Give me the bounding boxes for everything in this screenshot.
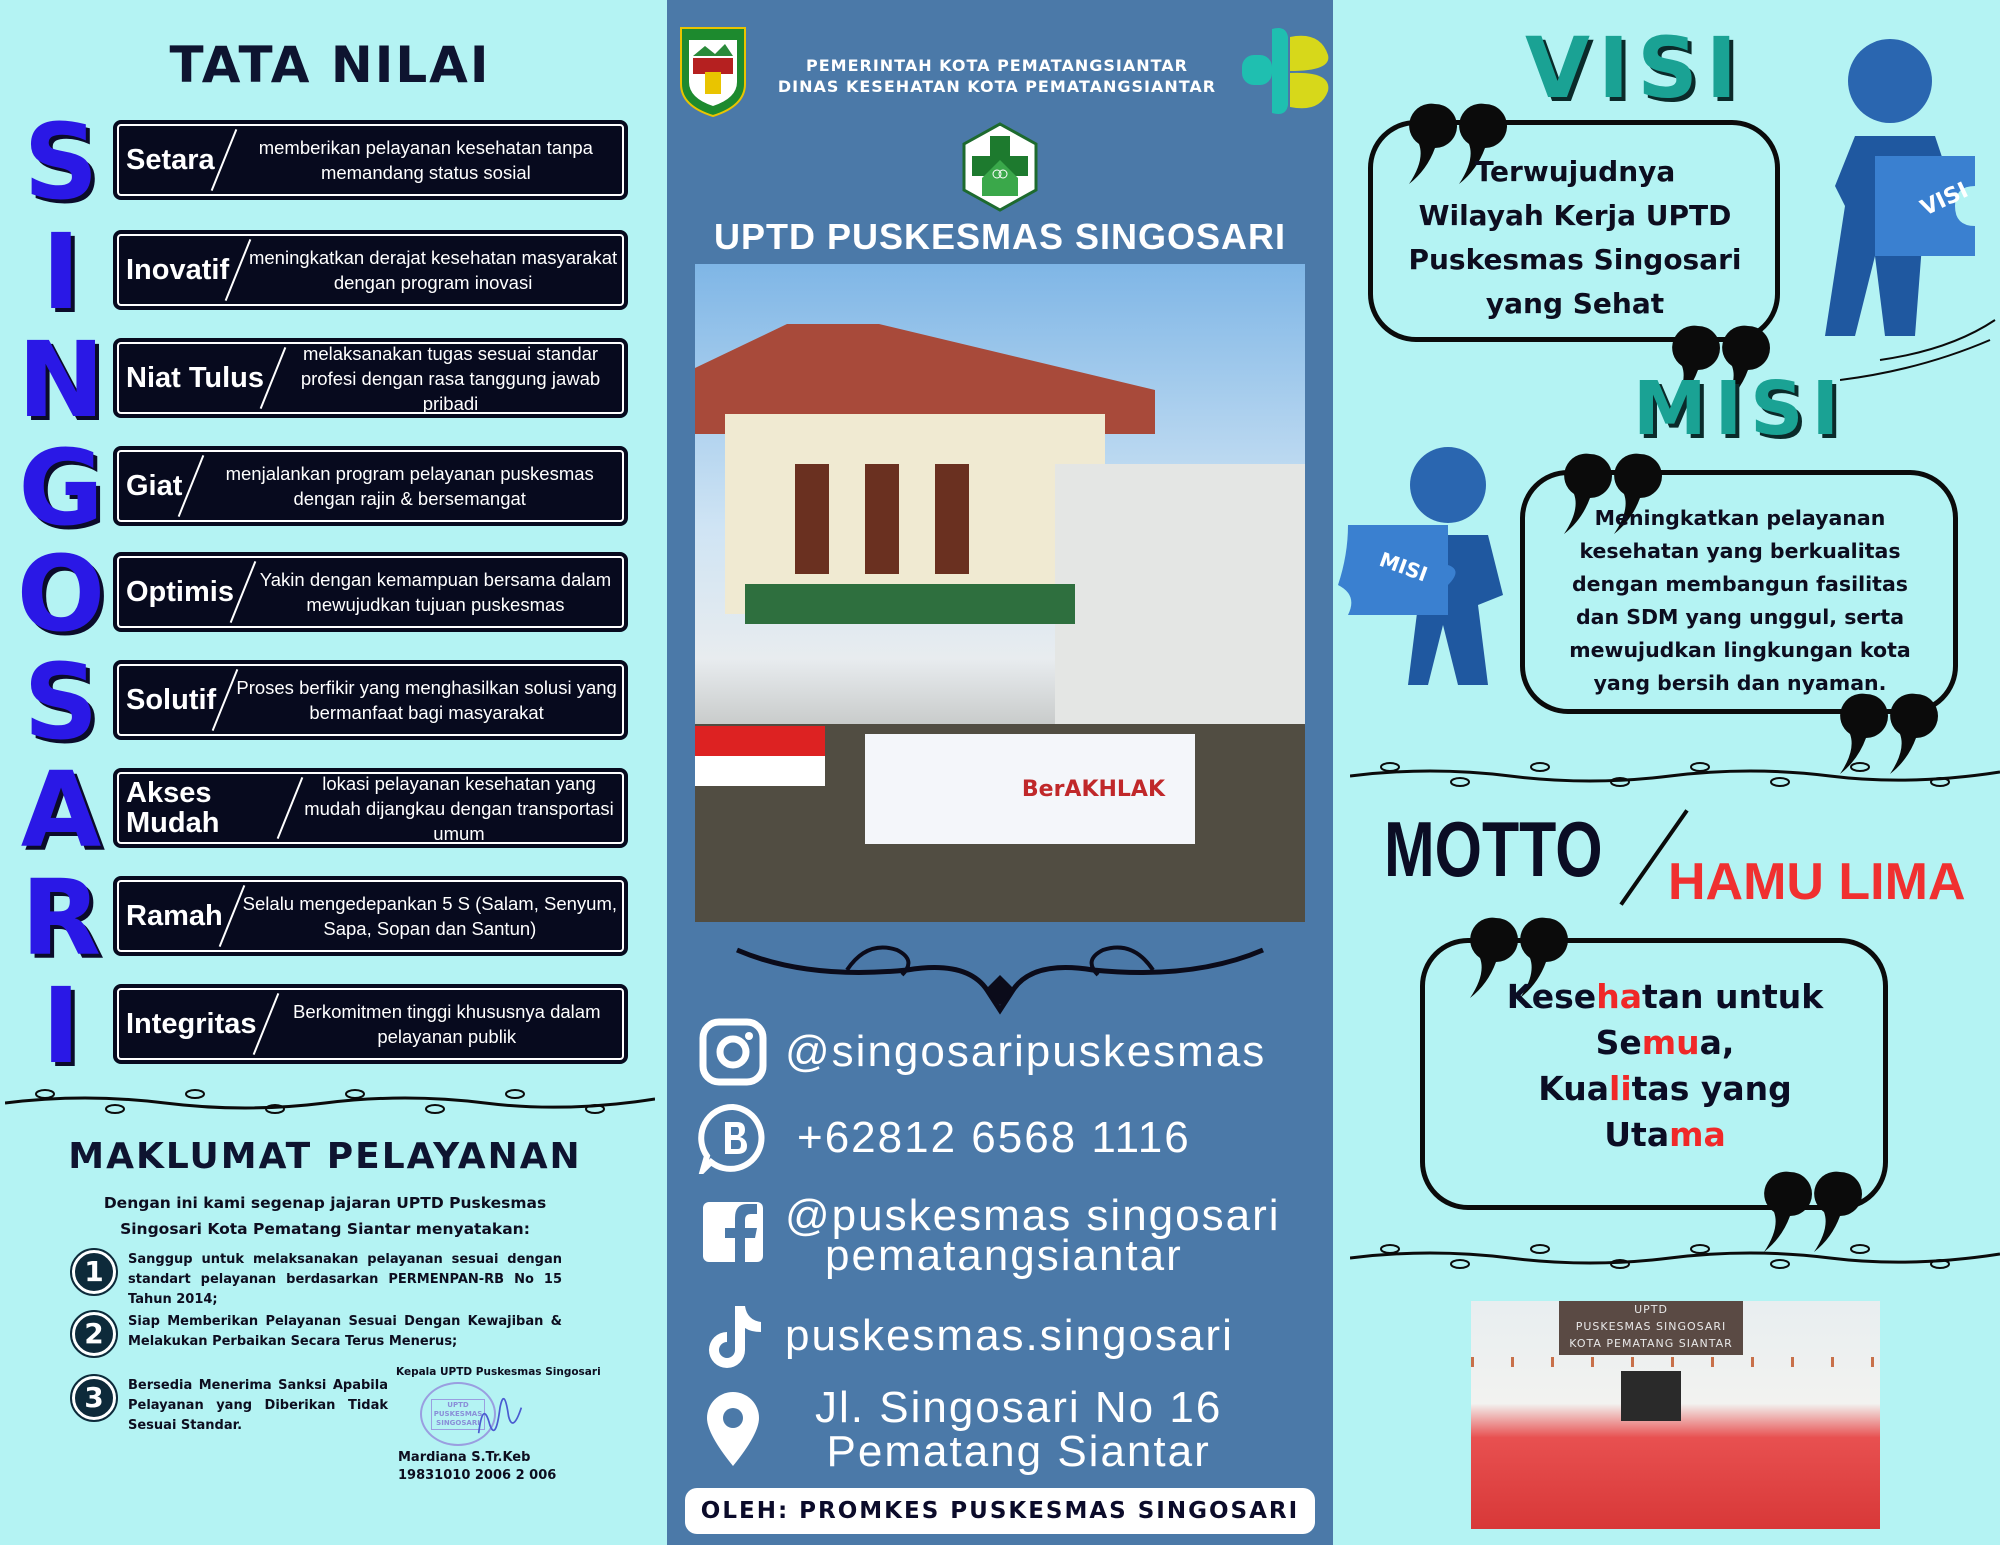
- motto-line: [1440, 1112, 1890, 1158]
- facebook-link[interactable]: [697, 1191, 1281, 1280]
- number-badge: 3: [72, 1376, 116, 1420]
- value-label: Giat: [126, 470, 183, 502]
- visi-line: Wilayah Kerja UPTD: [1418, 199, 1732, 232]
- acronym-letter: R: [20, 857, 102, 979]
- value-description: melaksanakan tugas sesuai standar profesi dengan rasa tanggung jawab pribadi: [300, 342, 601, 414]
- visi-line: Puskesmas Singosari: [1408, 243, 1742, 276]
- motto-segment: tas yang: [1631, 1069, 1792, 1108]
- address: [697, 1383, 1223, 1476]
- value-label: Ramah: [126, 900, 223, 932]
- value-label: Niat Tulus: [126, 362, 265, 394]
- berakhlak-banner: [865, 734, 1195, 844]
- visi-figure-label: VISI: [1916, 177, 1973, 222]
- tiktok-icon: [697, 1300, 769, 1372]
- misi-line: dengan membangun fasilitas: [1571, 572, 1908, 596]
- instagram-link[interactable]: [697, 1016, 1266, 1088]
- puskesmas-logo: [960, 122, 1040, 212]
- number-badge: 2: [72, 1312, 116, 1356]
- value-description: Yakin dengan kemampuan bersama dalam mewujudkan tujuan puskesmas: [259, 569, 612, 615]
- facebook-handle-line-1: @puskesmas singosari: [785, 1191, 1281, 1240]
- value-card: [113, 660, 628, 740]
- misi-text: [1540, 502, 1940, 700]
- motto-segment: Kese: [1506, 977, 1597, 1016]
- misi-puzzle-figure: [1338, 445, 1528, 695]
- acronym-letter: S: [23, 641, 99, 763]
- header-government: [757, 55, 1237, 97]
- signatory-name: Mardiana S.Tr.Keb: [398, 1450, 531, 1465]
- whatsapp-link[interactable]: [697, 1102, 1191, 1174]
- acronym-letter: I: [41, 965, 81, 1087]
- signatory-title: Kepala UPTD Puskesmas Singosari: [396, 1366, 601, 1378]
- maklumat-item: [72, 1376, 388, 1436]
- acronym-letter: G: [18, 427, 104, 549]
- vine-divider: [1350, 1240, 2000, 1270]
- acronym-letter: I: [41, 211, 81, 333]
- signature: [470, 1382, 530, 1446]
- maklumat-item: [72, 1250, 562, 1310]
- misi-line: dan SDM yang unggul, serta: [1575, 605, 1905, 629]
- misi-line: kesehatan yang berkualitas: [1579, 539, 1901, 563]
- visi-title: VISI: [1524, 19, 1745, 117]
- motto-segment: tan untuk: [1641, 977, 1824, 1016]
- acronym-letter: N: [17, 319, 105, 441]
- motto-highlight: ma: [1669, 1115, 1726, 1154]
- value-card: [113, 120, 628, 200]
- motto-line: [1440, 974, 1890, 1020]
- value-description: Berkomitmen tinggi khususnya dalam pelayanan publik: [293, 1001, 601, 1047]
- vine-divider: [1350, 758, 2000, 788]
- sign-line: KOTA PEMATANG SIANTAR: [1569, 1337, 1733, 1350]
- motto-segment: a,: [1699, 1023, 1735, 1062]
- motto-line: [1440, 1020, 1890, 1066]
- facebook-handle-line-2: pematangsiantar: [825, 1231, 1183, 1280]
- maklumat-text: Sanggup untuk melaksanakan pelayanan sesuai dengan standart pelayanan berdasarkan PERMENPAN-RB No 15 Tahun 2014;: [128, 1252, 562, 1307]
- value-description: Proses berfikir yang menghasilkan solusi yang bermanfaat bagi masyarakat: [236, 677, 617, 723]
- value-card: [113, 876, 628, 956]
- stamp-text: UPTD PUSKESMAS SINGOSARI: [431, 1399, 485, 1430]
- value-card: [113, 984, 628, 1064]
- maklumat-title: MAKLUMAT PELAYANAN: [68, 1136, 582, 1177]
- tiktok-link[interactable]: [697, 1300, 1234, 1372]
- sign-line: UPTD: [1634, 1303, 1668, 1316]
- maklumat-text: Siap Memberikan Pelayanan Sesuai Dengan Kewajiban & Melakukan Perbaikan Secara Terus Menerus;: [128, 1314, 562, 1349]
- location-pin-icon: [697, 1386, 769, 1470]
- acronym-letter: S: [23, 101, 99, 223]
- motto-segment: Uta: [1604, 1115, 1670, 1154]
- misi-title: MISI: [1632, 366, 1847, 452]
- tiktok-handle: puskesmas.singosari: [785, 1311, 1234, 1360]
- vine-divider: [5, 1085, 655, 1115]
- value-label: Integritas: [126, 1008, 257, 1040]
- banner-text: BerAKHLAK: [1021, 776, 1165, 802]
- value-description: menjalankan program pelayanan puskesmas dengan rajin & bersemangat: [225, 463, 594, 509]
- ornament-divider: [727, 930, 1273, 1030]
- value-card: [113, 338, 628, 418]
- value-description: Selalu mengedepankan 5 S (Salam, Senyum, Sapa, Sopan dan Santun): [242, 893, 618, 939]
- tata-nilai-title: TATA NILAI: [169, 36, 491, 94]
- whatsapp-business-icon: [697, 1102, 769, 1174]
- footer-credit: [685, 1488, 1315, 1534]
- ministry-of-health-logo: [1242, 25, 1332, 117]
- acronym-letter: O: [16, 533, 106, 655]
- sign-line: PUSKESMAS SINGOSARI: [1575, 1320, 1727, 1333]
- value-card: [113, 768, 628, 848]
- value-description: lokasi pelayanan kesehatan yang mudah dijangkau dengan transportasi umum: [304, 772, 614, 844]
- misi-line: mewujudkan lingkungan kota: [1569, 638, 1911, 662]
- city-coat-of-arms-logo: [675, 22, 751, 118]
- signatory-nip: 19831010 2006 2 006: [398, 1468, 557, 1483]
- instagram-handle: @singosaripuskesmas: [785, 1027, 1267, 1076]
- value-description: memberikan pelayanan kesehatan tanpa memandang status sosial: [258, 137, 593, 183]
- address-line-2: Pematang Siantar: [826, 1427, 1211, 1476]
- value-label: Inovatif: [126, 254, 230, 286]
- value-card: [113, 230, 628, 310]
- instagram-icon: [697, 1016, 769, 1088]
- maklumat-item: [72, 1312, 562, 1356]
- header-line-1: PEMERINTAH KOTA PEMATANGSIANTAR: [805, 56, 1188, 75]
- value-description: meningkatkan derajat kesehatan masyarakat dengan program inovasi: [248, 247, 618, 293]
- motto-title: MOTTO: [1384, 805, 1603, 893]
- address-line-1: Jl. Singosari No 16: [815, 1383, 1223, 1432]
- team-photo: [1471, 1301, 1880, 1529]
- misi-line: Meningkatkan pelayanan: [1594, 506, 1886, 530]
- clinic-sign: [1559, 1301, 1743, 1355]
- motto-highlight: mu: [1641, 1023, 1700, 1062]
- maklumat-text: Bersedia Menerima Sanksi Apabila Pelayanan yang Diberikan Tidak Sesuai Standar.: [128, 1378, 388, 1433]
- misi-figure-label: MISI: [1376, 547, 1431, 587]
- value-label: Setara: [126, 144, 215, 176]
- center-panel: [667, 0, 1333, 1545]
- visi-line: yang Sehat: [1485, 287, 1665, 320]
- value-label: Akses Mudah: [126, 777, 220, 839]
- page-title: UPTD PUSKESMAS SINGOSARI: [713, 216, 1287, 257]
- motto-text: [1440, 974, 1890, 1158]
- footer-text: OLEH: PROMKES PUSKESMAS SINGOSARI: [700, 1498, 1300, 1524]
- visi-line: Terwujudnya: [1474, 155, 1676, 188]
- motto-highlight: ha: [1596, 977, 1642, 1016]
- number-badge: 1: [72, 1250, 116, 1294]
- acronym-letter: A: [20, 749, 102, 871]
- maklumat-intro: Dengan ini kami segenap jajaran UPTD Puskesmas Singosari Kota Pematang Siantar menyatakan:: [103, 1194, 547, 1238]
- motto-line: [1440, 1066, 1890, 1112]
- motto-subtitle: HAMU LIMA: [1668, 853, 1966, 911]
- header-line-2: DINAS KESEHATAN KOTA PEMATANGSIANTAR: [777, 77, 1217, 96]
- visi-text: [1380, 150, 1770, 326]
- value-card: [113, 446, 628, 526]
- motto-highlight: li: [1609, 1069, 1632, 1108]
- value-card: [113, 552, 628, 632]
- facebook-icon: [697, 1196, 769, 1268]
- misi-line: yang bersih dan nyaman.: [1593, 671, 1887, 695]
- value-label: Solutif: [126, 684, 217, 716]
- whatsapp-number: +62812 6568 1116: [797, 1113, 1191, 1162]
- value-label: Optimis: [126, 576, 234, 608]
- motto-segment: Kua: [1538, 1069, 1610, 1108]
- building-photo: [695, 264, 1305, 922]
- motto-segment: Se: [1595, 1023, 1642, 1062]
